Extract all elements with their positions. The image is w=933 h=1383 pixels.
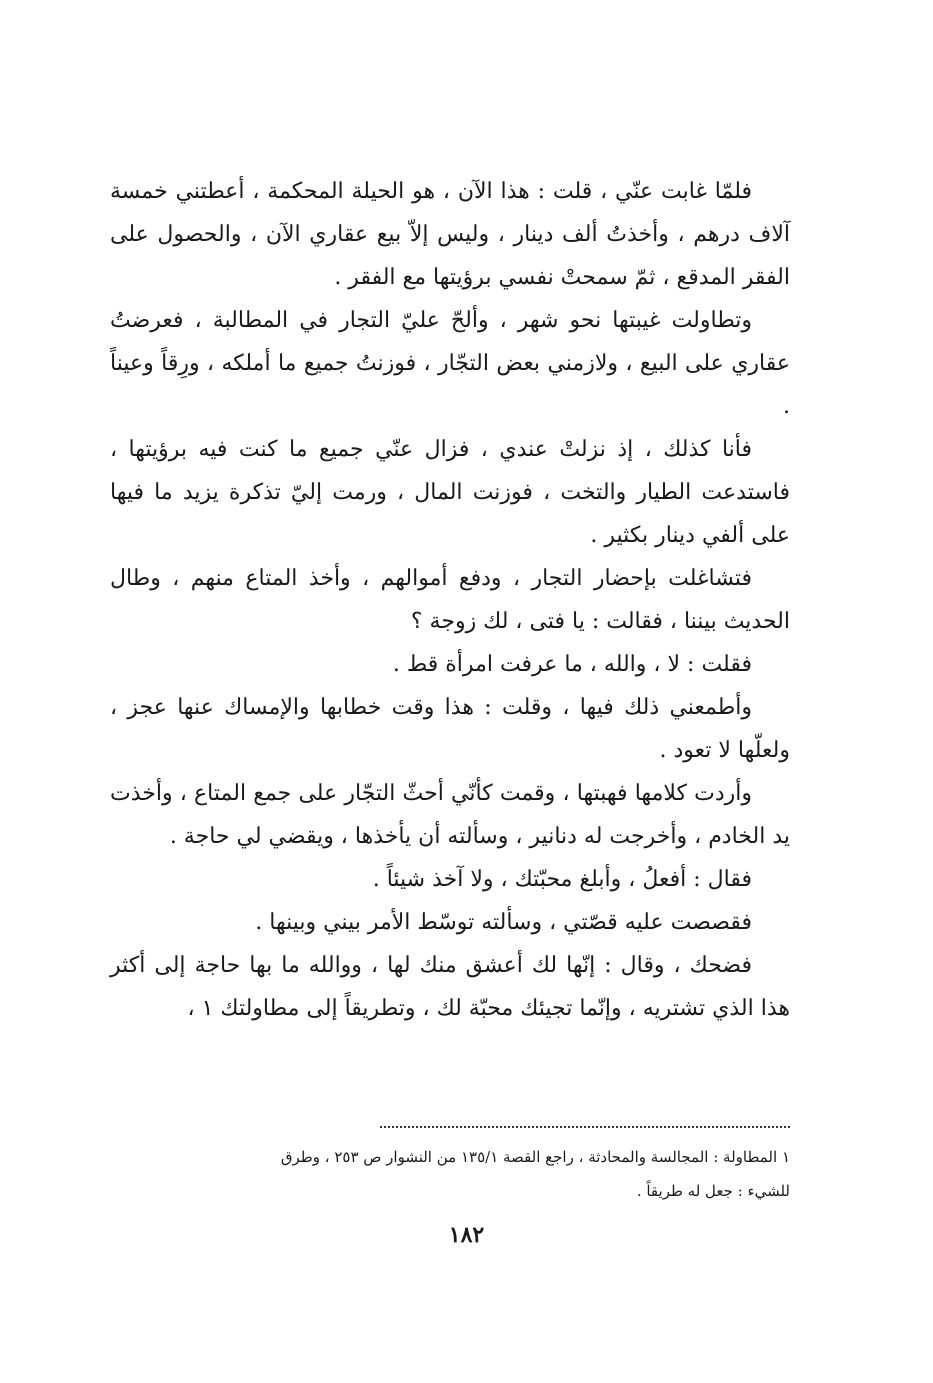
page-body (110, 170, 790, 1030)
paragraph: فقال : أفعلُ ، وأبلغ محبّتك ، ولا آخذ شيئاً . (372, 867, 752, 892)
footnote (110, 1140, 790, 1208)
paragraph: وأردت كلامها فهبتها ، وقمت كأنّي أحثّ التجّار على جمع المتاع ، وأخذت يد الخادم ، وأخرجت له دنانير ، وسألته أن يأخذها ، ويقضي لي حاجة . (110, 781, 790, 849)
footnote-line: ١ المطاولة : المجالسة والمحادثة ، راجع القصة ١٣٥/١ من النشوار ص ٢٥٣ ، وطرق (280, 1148, 790, 1166)
footnote-divider (380, 1126, 790, 1128)
paragraph: فضحك ، وقال : إنّها لك أعشق منك لها ، ووالله ما بها حاجة إلى أكثر هذا الذي تشتريه ، وإنّما تجيئك محبّة لك ، وتطريقاً إلى مطاولتك ١ ، (110, 953, 790, 1021)
paragraph: فقلت : لا ، والله ، ما عرفت امرأة قط . (392, 652, 752, 677)
paragraph: وتطاولت غيبتها نحو شهر ، وألحّ عليّ التجار في المطالبة ، فعرضتُ عقاري على البيع ، ولازمني بعض التجّار ، فوزنتُ جميع ما أملكه ، ورِقاً وعيناً . (110, 308, 790, 419)
paragraph: وأطمعني ذلك فيها ، وقلت : هذا وقت خطابها والإمساك عنها عجز ، ولعلّها لا تعود . (110, 695, 790, 763)
page-number: ١٨٢ (448, 1222, 485, 1248)
paragraph: فلمّا غابت عنّي ، قلت : هذا الآن ، هو الحيلة المحكمة ، أعطتني خمسة آلاف درهم ، وأخذتُ ألف دينار ، وليس إلاّ بيع عقاري الآن ، والحصول على الفقر المدقع ، ثمّ سمحتْ نفسي برؤيتها مع الفقر . (110, 179, 790, 290)
footnote-line: للشيء : جعل له طريقاً . (636, 1182, 790, 1200)
paragraph: فأنا كذلك ، إذ نزلتْ عندي ، فزال عنّي جميع ما كنت فيه برؤيتها ، فاستدعت الطيار والتخت ، فوزنت المال ، ورمت إليّ تذكرة يزيد ما فيها على ألفي دينار بكثير . (110, 437, 790, 548)
paragraph: فتشاغلت بإحضار التجار ، ودفع أموالهم ، وأخذ المتاع منهم ، وطال الحديث بيننا ، فقالت : يا فتى ، لك زوجة ؟ (110, 566, 790, 634)
paragraph: فقصصت عليه قصّتي ، وسألته توسّط الأمر بيني وبينها . (255, 910, 752, 935)
